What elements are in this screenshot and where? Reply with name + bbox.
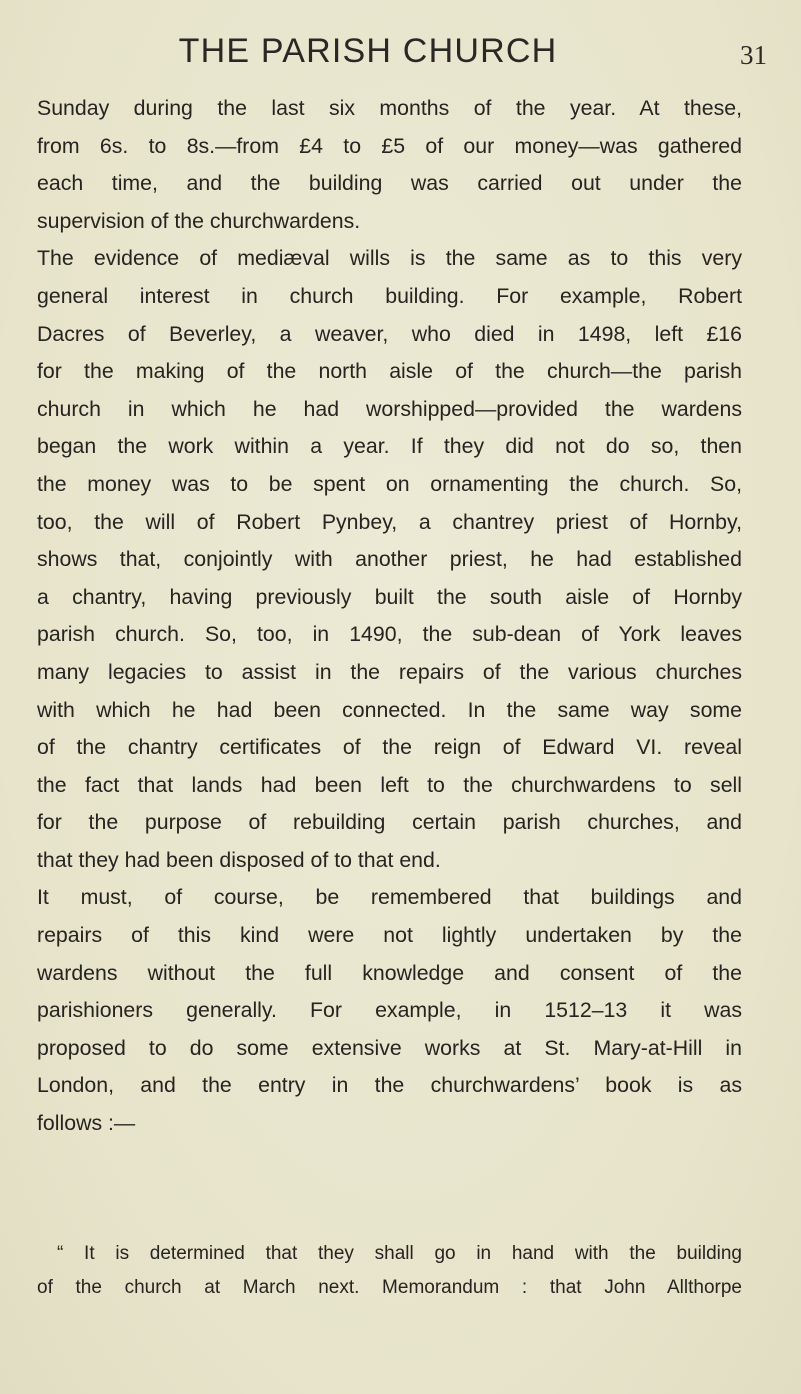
text-line: from 6s. to 8s.—from £4 to £5 of our money—was gathered xyxy=(37,133,742,158)
text-line: many legacies to assist in the repairs of the various churches xyxy=(37,659,742,684)
text-line: a chantry, having previously built the south aisle of Hornby xyxy=(37,584,742,609)
text-line: general interest in church building. For example, Robert xyxy=(37,283,742,308)
text-line: church in which he had worshipped—provided the wardens xyxy=(37,396,742,421)
text-line: wardens without the full knowledge and consent of the xyxy=(37,960,742,985)
text-line: the fact that lands had been left to the churchwardens to sell xyxy=(37,772,742,797)
text-line: supervision of the churchwardens. xyxy=(37,208,361,233)
text-line: of the chantry certificates of the reign of Edward VI. reveal xyxy=(37,735,742,760)
page-header xyxy=(0,32,801,80)
text-line: follows :— xyxy=(37,1111,136,1136)
text-line: repairs of this kind were not lightly undertaken by the xyxy=(37,923,742,948)
text-line: parishioners generally. For example, in 1512–13 it was xyxy=(37,998,742,1023)
body-text xyxy=(37,90,742,1143)
quote-line: of the church at March next. Memorandum : that John Allthorpe xyxy=(37,1277,742,1298)
text-line: proposed to do some extensive works at St. Mary-at-Hill in xyxy=(37,1035,742,1060)
text-line: Sunday during the last six months of the year. At these, xyxy=(37,96,742,120)
text-line: It must, of course, be remembered that buildings and xyxy=(37,885,742,910)
quotation xyxy=(37,1237,742,1305)
text-line: for the purpose of rebuilding certain parish churches, and xyxy=(37,810,742,835)
text-line: began the work within a year. If they did not do so, then xyxy=(37,434,742,459)
text-line: each time, and the building was carried out under the xyxy=(37,171,742,196)
text-line: too, the will of Robert Pynbey, a chantrey priest of Hornby, xyxy=(37,509,742,534)
text-line: that they had been disposed of to that end. xyxy=(37,847,441,872)
quote-line: “ It is determined that they shall go in hand with the building xyxy=(57,1243,742,1264)
text-line: for the making of the north aisle of the church—the parish xyxy=(37,359,742,384)
page-number: 31 xyxy=(740,40,767,70)
text-line: London, and the entry in the churchwardens’ book is as xyxy=(37,1073,742,1098)
text-line: Dacres of Beverley, a weaver, who died in 1498, left £16 xyxy=(37,321,742,346)
text-line: The evidence of mediæval wills is the same as to this very xyxy=(37,246,742,271)
text-line: shows that, conjointly with another priest, he had established xyxy=(37,547,742,572)
text-line: parish church. So, too, in 1490, the sub-dean of York leaves xyxy=(37,622,742,647)
running-head: THE PARISH CHURCH xyxy=(178,32,558,70)
text-line: with which he had been connected. In the same way some xyxy=(37,697,742,722)
text-line: the money was to be spent on ornamenting the church. So, xyxy=(37,471,742,496)
